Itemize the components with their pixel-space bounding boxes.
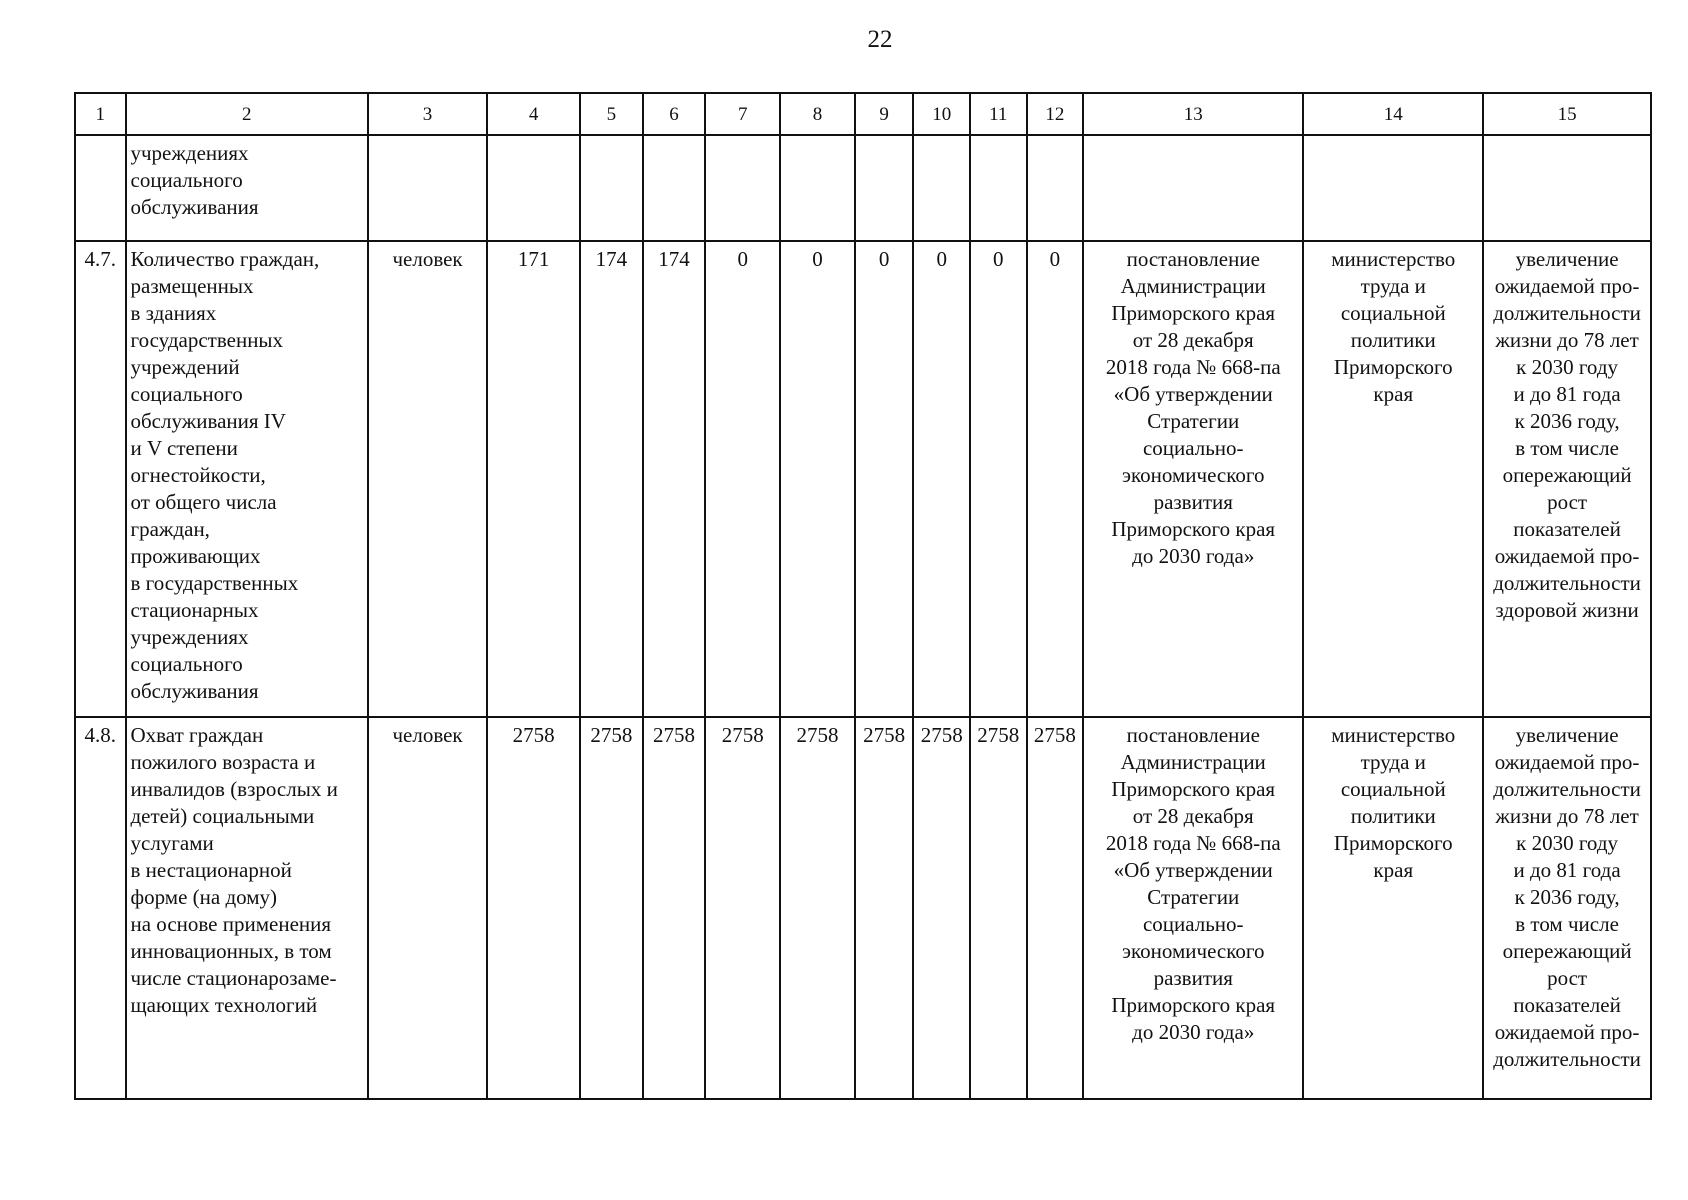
- column-number: 5: [580, 93, 643, 135]
- table-row: [75, 241, 1651, 717]
- continuation-row: [75, 135, 1651, 241]
- empty-cell: [1483, 135, 1651, 241]
- column-number-row: [75, 93, 1651, 135]
- value-cell: 2758: [580, 717, 643, 1099]
- column-number: 11: [970, 93, 1027, 135]
- table-row: [75, 717, 1651, 1099]
- value-cell: 0: [855, 241, 914, 717]
- column-number: 13: [1083, 93, 1303, 135]
- empty-cell: [487, 135, 580, 241]
- empty-cell: [1083, 135, 1303, 241]
- value-cell: 0: [913, 241, 970, 717]
- goal-cell: увеличение ожидаемой про- должительности жизни до 78 лет к 2030 году и до 81 года к 2036 году, в том числе опережающий рост показателей ожидаемой про- должительности здоровой жизни: [1483, 241, 1651, 717]
- column-number: 12: [1027, 93, 1084, 135]
- value-cell: 2758: [705, 717, 780, 1099]
- indicators-table: [74, 92, 1652, 1100]
- empty-cell: [705, 135, 780, 241]
- value-cell: 0: [1027, 241, 1084, 717]
- indicator-cell: Количество граждан, размещенных в зданиях государственных учреждений социального обслуживания IV и V степени огнестойкости, от общего числа граждан, проживающих в государственных стационарных учреждениях социального обслуживания: [126, 241, 368, 717]
- value-cell: 2758: [970, 717, 1027, 1099]
- empty-cell: [580, 135, 643, 241]
- column-number: 6: [643, 93, 706, 135]
- empty-cell: [643, 135, 706, 241]
- column-number: 4: [487, 93, 580, 135]
- value-cell: 174: [580, 241, 643, 717]
- value-cell: 2758: [913, 717, 970, 1099]
- column-number: 3: [368, 93, 487, 135]
- value-cell: 0: [780, 241, 855, 717]
- value-cell: 2758: [487, 717, 580, 1099]
- column-number: 2: [126, 93, 368, 135]
- value-cell: 2758: [643, 717, 706, 1099]
- value-cell: 2758: [780, 717, 855, 1099]
- empty-cell: [75, 135, 126, 241]
- column-number: 9: [855, 93, 914, 135]
- page-number: 22: [867, 26, 893, 53]
- row-number-cell: 4.8.: [75, 717, 126, 1099]
- column-number: 7: [705, 93, 780, 135]
- value-cell: 2758: [1027, 717, 1084, 1099]
- empty-cell: [855, 135, 914, 241]
- column-number: 10: [913, 93, 970, 135]
- empty-cell: [780, 135, 855, 241]
- indicator-cell: Охват граждан пожилого возраста и инвалидов (взрослых и детей) социальными услугами в нестационарной форме (на дому) на основе применения инновационных, в том числе стационарозаме- щающих технологий: [126, 717, 368, 1099]
- empty-cell: [1027, 135, 1084, 241]
- unit-cell: человек: [368, 717, 487, 1099]
- document-cell: постановление Администрации Приморского края от 28 декабря 2018 года № 668-па «Об утверждении Стратегии социально- экономического развития Приморского края до 2030 года»: [1083, 717, 1303, 1099]
- column-number: 8: [780, 93, 855, 135]
- value-cell: 0: [970, 241, 1027, 717]
- indicator-cell: учреждениях социального обслуживания: [126, 135, 368, 241]
- column-number: 1: [75, 93, 126, 135]
- empty-cell: [970, 135, 1027, 241]
- row-number-cell: 4.7.: [75, 241, 126, 717]
- empty-cell: [913, 135, 970, 241]
- column-number: 14: [1303, 93, 1483, 135]
- responsible-cell: министерство труда и социальной политики Приморского края: [1303, 717, 1483, 1099]
- value-cell: 171: [487, 241, 580, 717]
- unit-cell: человек: [368, 241, 487, 717]
- empty-cell: [1303, 135, 1483, 241]
- goal-cell: увеличение ожидаемой про- должительности жизни до 78 лет к 2030 году и до 81 года к 2036 году, в том числе опережающий рост показателей ожидаемой про- должительности: [1483, 717, 1651, 1099]
- value-cell: 2758: [855, 717, 914, 1099]
- empty-cell: [368, 135, 487, 241]
- column-number: 15: [1483, 93, 1651, 135]
- responsible-cell: министерство труда и социальной политики Приморского края: [1303, 241, 1483, 717]
- value-cell: 0: [705, 241, 780, 717]
- document-cell: постановление Администрации Приморского края от 28 декабря 2018 года № 668-па «Об утверждении Стратегии социально- экономического развития Приморского края до 2030 года»: [1083, 241, 1303, 717]
- value-cell: 174: [643, 241, 706, 717]
